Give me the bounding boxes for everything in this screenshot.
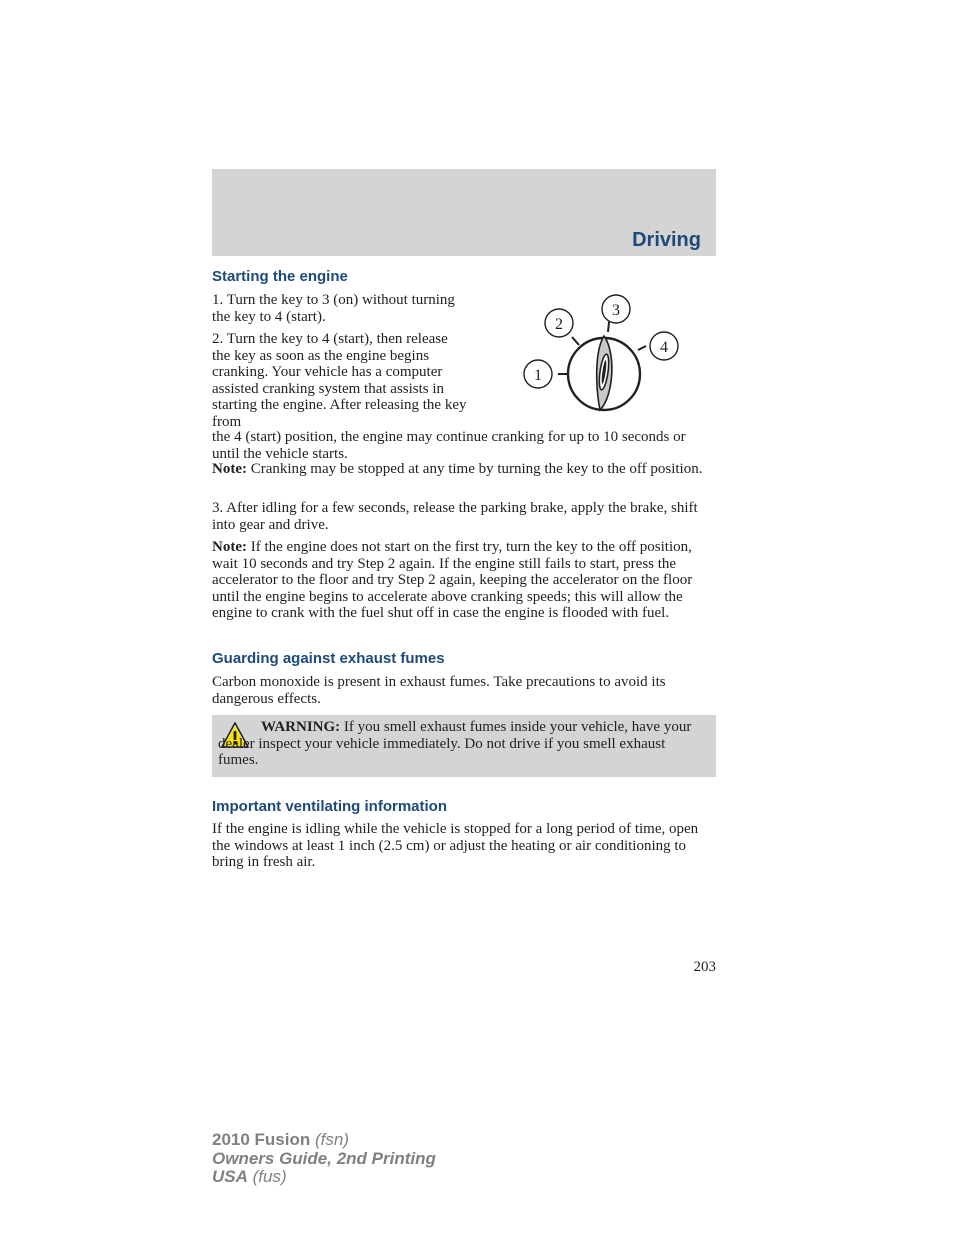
footer [212,1131,436,1187]
step-2-part-1: 2. Turn the key to 4 (start), then release the key as soon as the engine begins cranking. Your vehicle has a computer assisted cranking system that assists in starting the engine. After releasing the key from [212,331,467,430]
step-1: 1. Turn the key to 3 (on) without turning the key to 4 (start). [212,292,455,325]
heading-ventilating-information: Important ventilating information [212,798,447,815]
tick-3 [608,322,609,332]
warning-box [212,715,716,777]
ignition-key-diagram [518,290,688,420]
warning-text: If you smell exhaust fumes inside your vehicle, have your dealer inspect your vehicle immediately. Do not drive if you smell exhaust fumes. [218,719,692,768]
header-band [212,169,716,256]
page-number: 203 [693,959,716,975]
footer-model-code: (fsn) [310,1130,349,1149]
position-4-label: 4 [660,339,668,356]
step-2-part-2: the 4 (start) position, the engine may continue cranking for up to 10 seconds or until the vehicle starts. [212,429,686,462]
warning-message [218,719,708,769]
exhaust-body: Carbon monoxide is present in exhaust fumes. Take precautions to avoid its dangerous effects. [212,674,666,707]
footer-model: 2010 Fusion [212,1130,311,1149]
footer-guide-line [212,1150,436,1169]
tick-2 [572,337,579,345]
note-1 [212,461,716,478]
position-1-label: 1 [534,367,542,384]
footer-market-line [212,1168,436,1187]
note-2 [212,539,716,622]
heading-starting-engine: Starting the engine [212,268,348,285]
footer-guide: Owners Guide, 2nd Printing [212,1148,436,1168]
footer-model-line [212,1131,436,1150]
footer-market: USA [212,1167,248,1186]
note-1-text: Cranking may be stopped at any time by turning the key to the off position. [246,461,703,477]
tick-4 [638,346,646,350]
position-2-label: 2 [555,316,563,333]
footer-market-code: (fus) [247,1167,287,1186]
heading-exhaust-fumes: Guarding against exhaust fumes [212,650,445,667]
note-2-label: Note: [212,539,247,555]
position-3-label: 3 [612,302,620,319]
section-title: Driving [632,229,701,251]
ventilating-body: If the engine is idling while the vehicle is stopped for a long period of time, open the windows at least 1 inch (2.5 cm) or adjust the heating or air conditioning to bring in fresh air. [212,821,699,870]
note-1-label: Note: [212,461,247,477]
note-2-text: If the engine does not start on the first try, turn the key to the off position, wait 10 seconds and try Step 2 again. If the engine still fails to start, press the accelerator to the floor and try Step 2 again, keeping the accelerator on the floor until the engine begins to accelerate above cranking speeds; this will allow the engine to crank with the fuel shut off in case the engine is flooded with fuel. [212,539,693,621]
step-3: 3. After idling for a few seconds, release the parking brake, apply the brake, shift into gear and drive. [212,500,698,533]
warning-label: WARNING: [261,719,341,735]
